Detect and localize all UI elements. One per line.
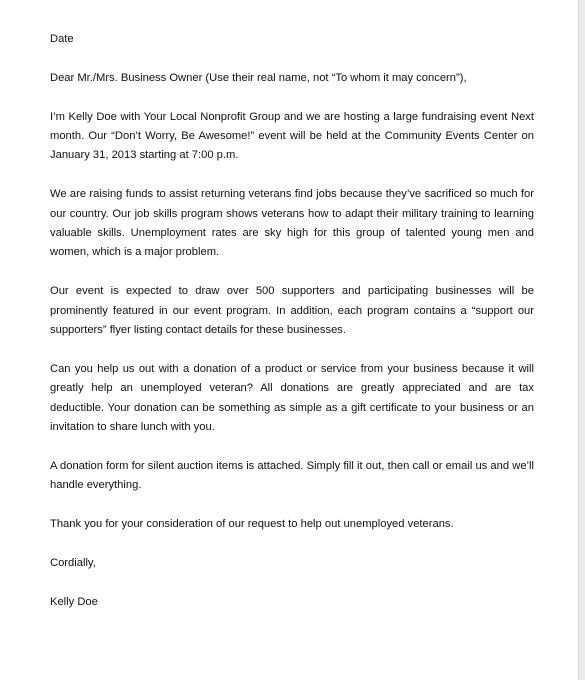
paragraph-purpose: We are raising funds to assist returning veterans find jobs because they’ve sacrificed so much for our country. Our job skills program shows veterans how to adapt their military training to learning valuable skills. Unemployment rates are sky high for this group of talented young men and women, which is a major problem. — [50, 188, 534, 259]
letter-closing: Cordially, — [50, 556, 96, 569]
paragraph-event-details: Our event is expected to draw over 500 supporters and participating businesses will be prominently featured in our event program. In addition, each program contains a “support our supporters” flyer listing contact details for these businesses. — [50, 285, 534, 337]
letter-date: Date — [50, 33, 74, 45]
paragraph-donation-request: Can you help us out with a donation of a product or service from your business because it will greatly help an unemployed veteran? All donations are greatly appreciated and are tax deductible. Your donation can be something as simple as a gift certificate to your business or an invitation to share lunch with you. — [50, 362, 534, 434]
paragraph-introduction: I’m Kelly Doe with Your Local Nonprofit Group and we are hosting a large fundraising event Next month. Our “Don’t Worry, Be Awesome!” event will be held at the Community Events Center on January 31, 2013 starting at 7:00 p.m. — [50, 110, 534, 162]
letter-body — [50, 30, 534, 612]
paragraph-donation-form: A donation form for silent auction items is attached. Simply fill it out, then call or email us and we’ll handle everything. — [50, 459, 534, 492]
paragraph-thank-you: Thank you for your consideration of our request to help out unemployed veterans. — [50, 518, 454, 531]
letter-salutation: Dear Mr./Mrs. Business Owner (Use their real name, not “To whom it may concern”), — [50, 71, 467, 84]
page-edge-shadow — [579, 0, 585, 680]
letter-signature: Kelly Doe — [50, 595, 98, 608]
